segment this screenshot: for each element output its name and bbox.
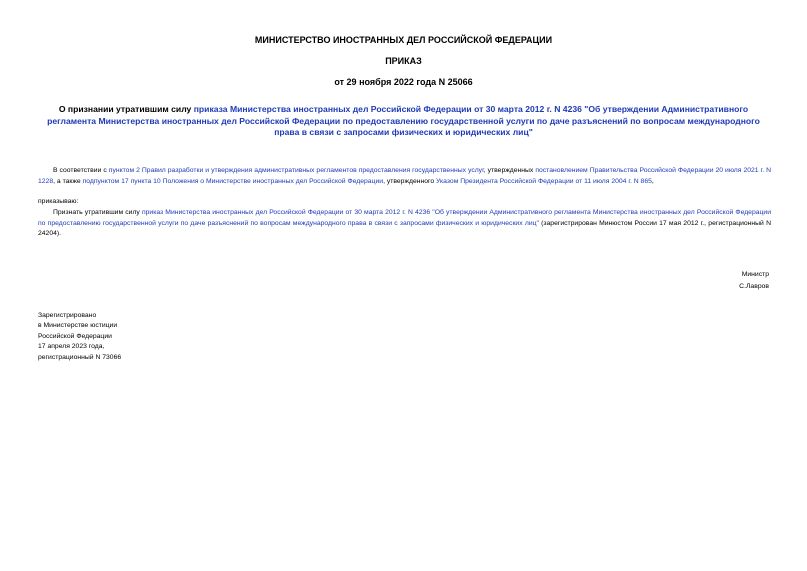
title-prefix: О признании утратившим силу — [58, 104, 194, 114]
paragraph-basis — [38, 166, 771, 187]
registration-line: Зарегистрировано — [38, 312, 97, 319]
signatory-position: Министр — [741, 271, 769, 278]
text-segment: (зарегистрирован Минюстом России 17 мая 2012 г., регистрационный N 24204). — [38, 219, 771, 238]
text-segment: Признать утратившим силу — [53, 209, 142, 216]
paragraph-repeal — [38, 208, 771, 240]
doc-type-heading: ПРИКАЗ — [385, 56, 422, 66]
link-president-decree[interactable]: Указом Президента Российской Федерации от 11 июля 2004 г. N 865 — [436, 177, 652, 185]
signatory-name: С.Лавров — [739, 282, 769, 290]
date-number-heading: от 29 ноября 2022 года N 25066 — [334, 77, 473, 87]
text-segment: , утвержденного — [383, 177, 437, 185]
registration-block — [38, 311, 121, 363]
ministry-heading: МИНИСТЕРСТВО ИНОСТРАННЫХ ДЕЛ РОССИЙСКОЙ ФЕДЕРАЦИИ — [254, 35, 553, 45]
title-link[interactable]: приказа Министерства иностранных дел Российской Федерации от 30 марта 2012 г. N 4236 "Об утверждении Административного регламента Министерства иностранных дел Российской Федерации по предоставлению государственной услуги по даче разъяснений по вопросам международного права в связи с запросами физических и юридических лиц" — [47, 104, 760, 138]
registration-date: 17 апреля 2023 года, — [38, 343, 105, 351]
link-rules-point-2[interactable]: пунктом 2 Правил разработки и утверждения административных регламентов предоставления государственных услуг — [108, 167, 484, 174]
text-segment: , — [651, 177, 654, 185]
registration-line: в Министерстве юстиции — [38, 322, 118, 330]
link-repealed-order[interactable]: приказ Министерства иностранных дел Российской Федерации от 30 марта 2012 г. N 4236 "Об утверждении Административного регламента Министерства иностранных дел Российской Федерации по предоставлению государственной услуги по даче разъяснений по вопросам международного права в связи с запросами физических и юридических лиц" — [38, 209, 771, 227]
order-title — [45, 104, 762, 139]
text-segment: , а также — [53, 177, 83, 185]
registration-line: Российской Федерации — [38, 332, 112, 340]
paragraph-order-word: приказываю: — [38, 198, 79, 205]
signature-block — [739, 269, 769, 292]
link-government-decree[interactable]: постановлением Правительства Российской Федерации 20 июля 2021 г. N 1228 — [38, 167, 771, 185]
text-segment: В соответствии с — [53, 167, 109, 174]
link-ministry-regulation[interactable]: подпунктом 17 пункта 10 Положения о Министерстве иностранных дел Российской Федерации — [82, 177, 384, 185]
text-segment: , утвержденных — [483, 167, 536, 174]
registration-number: регистрационный N 73066 — [38, 353, 122, 361]
